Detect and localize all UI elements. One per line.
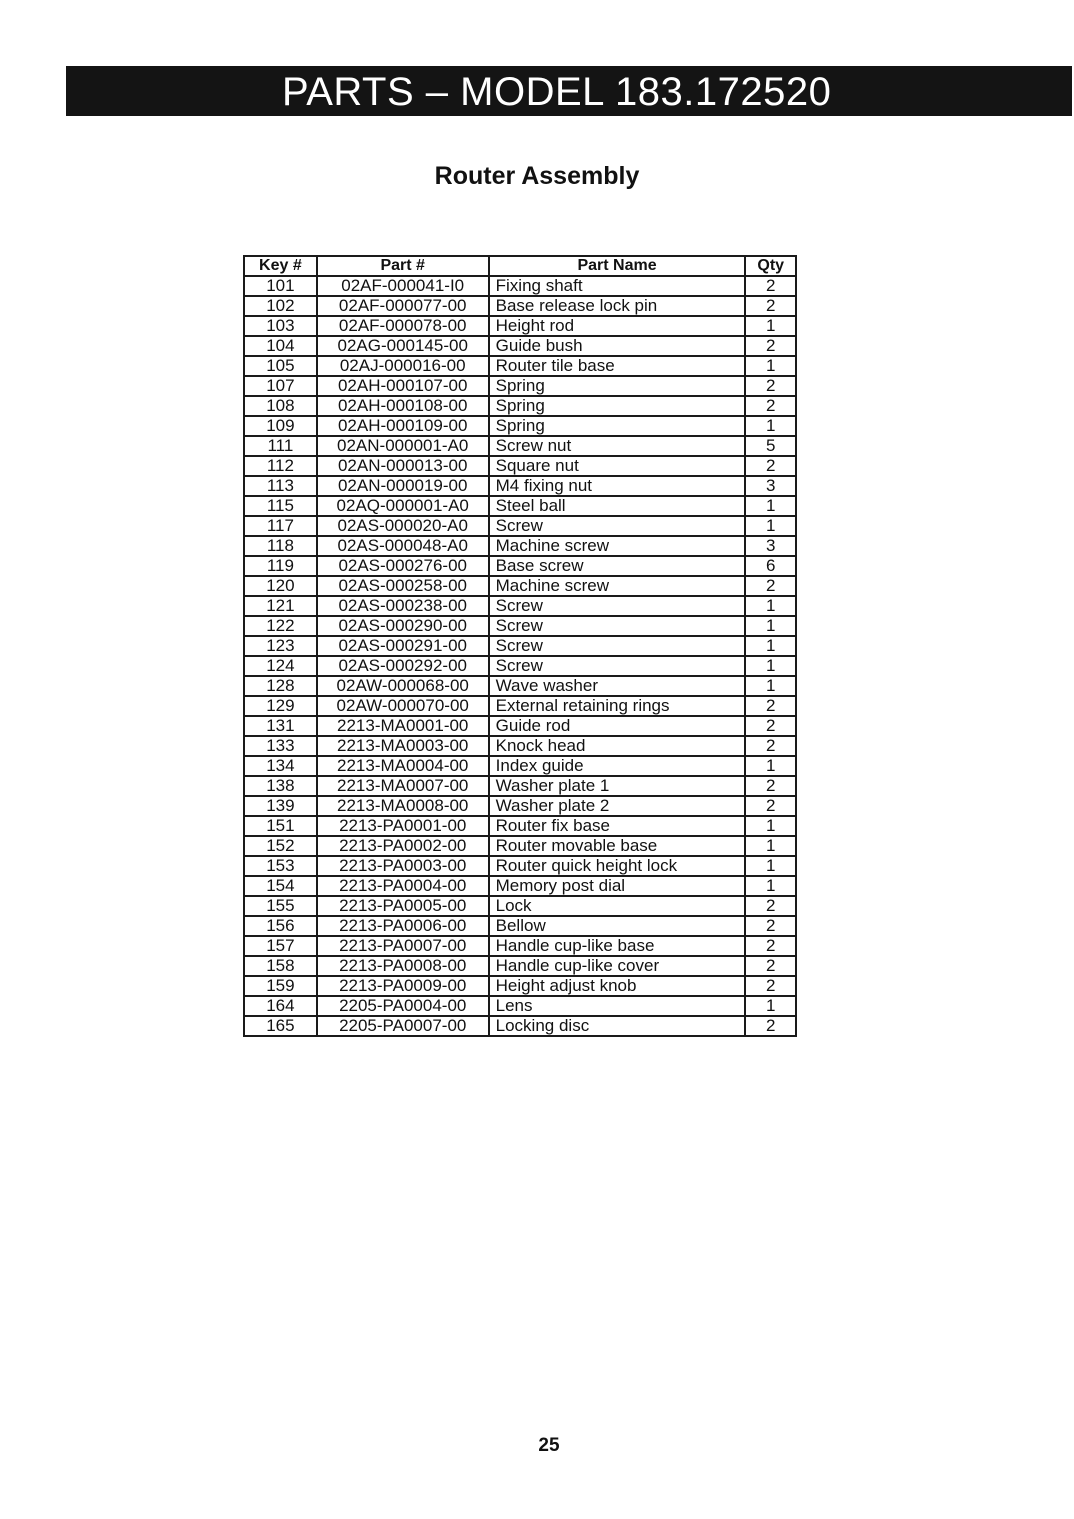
cell-qty: 1	[745, 616, 796, 636]
cell-part-number: 2213-PA0002-00	[317, 836, 489, 856]
column-header-key: Key #	[244, 256, 317, 276]
title-bar	[66, 66, 1072, 116]
cell-key: 158	[244, 956, 317, 976]
cell-qty: 5	[745, 436, 796, 456]
cell-key: 107	[244, 376, 317, 396]
cell-part-number: 2213-MA0001-00	[317, 716, 489, 736]
cell-part-number: 02AS-000258-00	[317, 576, 489, 596]
cell-key: 138	[244, 776, 317, 796]
table-row	[244, 656, 796, 676]
table-row	[244, 936, 796, 956]
cell-qty: 1	[745, 756, 796, 776]
cell-qty: 6	[745, 556, 796, 576]
cell-part-name: Spring	[489, 376, 746, 396]
cell-qty: 2	[745, 276, 796, 296]
column-header-qty: Qty	[745, 256, 796, 276]
cell-part-name: Lens	[489, 996, 746, 1016]
cell-part-name: Knock head	[489, 736, 746, 756]
cell-qty: 1	[745, 316, 796, 336]
cell-key: 101	[244, 276, 317, 296]
cell-key: 111	[244, 436, 317, 456]
section-title: Router Assembly	[434, 162, 640, 190]
cell-part-number: 02AH-000107-00	[317, 376, 489, 396]
cell-qty: 1	[745, 496, 796, 516]
cell-key: 118	[244, 536, 317, 556]
cell-key: 104	[244, 336, 317, 356]
table-row	[244, 476, 796, 496]
cell-key: 164	[244, 996, 317, 1016]
cell-key: 131	[244, 716, 317, 736]
cell-part-number: 2213-MA0003-00	[317, 736, 489, 756]
cell-key: 151	[244, 816, 317, 836]
cell-part-name: Handle cup-like cover	[489, 956, 746, 976]
cell-key: 102	[244, 296, 317, 316]
table-row	[244, 556, 796, 576]
table-row	[244, 736, 796, 756]
cell-qty: 1	[745, 816, 796, 836]
cell-key: 139	[244, 796, 317, 816]
cell-part-number: 02AG-000145-00	[317, 336, 489, 356]
cell-part-name: Steel ball	[489, 496, 746, 516]
cell-key: 108	[244, 396, 317, 416]
cell-part-number: 02AS-000276-00	[317, 556, 489, 576]
cell-part-number: 02AW-000070-00	[317, 696, 489, 716]
cell-part-number: 02AH-000109-00	[317, 416, 489, 436]
cell-qty: 2	[745, 716, 796, 736]
table-row	[244, 596, 796, 616]
cell-part-name: Bellow	[489, 916, 746, 936]
cell-key: 134	[244, 756, 317, 776]
parts-table	[243, 255, 797, 1037]
table-row	[244, 336, 796, 356]
table-row	[244, 436, 796, 456]
cell-qty: 1	[745, 996, 796, 1016]
cell-part-number: 02AS-000238-00	[317, 596, 489, 616]
cell-part-number: 2213-PA0003-00	[317, 856, 489, 876]
cell-qty: 1	[745, 656, 796, 676]
cell-part-number: 02AF-000078-00	[317, 316, 489, 336]
cell-part-number: 02AS-000020-A0	[317, 516, 489, 536]
cell-part-name: Router movable base	[489, 836, 746, 856]
column-header-part-number: Part #	[317, 256, 489, 276]
cell-part-name: Locking disc	[489, 1016, 746, 1036]
table-row	[244, 1016, 796, 1036]
cell-qty: 2	[745, 976, 796, 996]
table-row	[244, 496, 796, 516]
cell-qty: 3	[745, 536, 796, 556]
cell-part-number: 2213-PA0006-00	[317, 916, 489, 936]
table-row	[244, 396, 796, 416]
cell-qty: 2	[745, 376, 796, 396]
cell-part-name: Machine screw	[489, 576, 746, 596]
cell-qty: 2	[745, 956, 796, 976]
parts-table-body	[244, 276, 796, 1036]
table-row	[244, 756, 796, 776]
cell-key: 120	[244, 576, 317, 596]
cell-key: 154	[244, 876, 317, 896]
cell-part-name: Machine screw	[489, 536, 746, 556]
cell-part-number: 02AJ-000016-00	[317, 356, 489, 376]
table-row	[244, 956, 796, 976]
cell-qty: 1	[745, 676, 796, 696]
table-row	[244, 696, 796, 716]
cell-part-name: M4 fixing nut	[489, 476, 746, 496]
cell-part-name: Router quick height lock	[489, 856, 746, 876]
cell-part-name: Router fix base	[489, 816, 746, 836]
cell-qty: 2	[745, 776, 796, 796]
cell-qty: 2	[745, 336, 796, 356]
cell-part-name: Washer plate 2	[489, 796, 746, 816]
cell-part-number: 02AF-000041-I0	[317, 276, 489, 296]
page-title: PARTS – MODEL 183.172520	[282, 70, 832, 114]
cell-part-name: Fixing shaft	[489, 276, 746, 296]
cell-qty: 2	[745, 396, 796, 416]
cell-part-name: Washer plate 1	[489, 776, 746, 796]
cell-key: 152	[244, 836, 317, 856]
cell-part-number: 2213-MA0004-00	[317, 756, 489, 776]
cell-part-name: External retaining rings	[489, 696, 746, 716]
cell-part-number: 02AH-000108-00	[317, 396, 489, 416]
cell-key: 121	[244, 596, 317, 616]
table-row	[244, 516, 796, 536]
cell-part-name: Screw	[489, 636, 746, 656]
table-row	[244, 896, 796, 916]
cell-key: 155	[244, 896, 317, 916]
table-row	[244, 316, 796, 336]
table-row	[244, 296, 796, 316]
cell-qty: 1	[745, 356, 796, 376]
cell-part-number: 2213-MA0008-00	[317, 796, 489, 816]
cell-qty: 2	[745, 1016, 796, 1036]
cell-part-number: 2213-PA0009-00	[317, 976, 489, 996]
cell-key: 103	[244, 316, 317, 336]
cell-part-name: Square nut	[489, 456, 746, 476]
cell-part-name: Memory post dial	[489, 876, 746, 896]
cell-key: 159	[244, 976, 317, 996]
cell-key: 122	[244, 616, 317, 636]
cell-key: 119	[244, 556, 317, 576]
table-row	[244, 636, 796, 656]
cell-part-name: Lock	[489, 896, 746, 916]
cell-part-name: Guide rod	[489, 716, 746, 736]
cell-part-number: 2213-MA0007-00	[317, 776, 489, 796]
cell-key: 115	[244, 496, 317, 516]
table-row	[244, 816, 796, 836]
cell-part-name: Screw	[489, 656, 746, 676]
cell-qty: 1	[745, 836, 796, 856]
cell-qty: 2	[745, 796, 796, 816]
cell-qty: 2	[745, 916, 796, 936]
cell-qty: 1	[745, 596, 796, 616]
cell-qty: 1	[745, 416, 796, 436]
column-header-part-name: Part Name	[489, 256, 746, 276]
cell-qty: 3	[745, 476, 796, 496]
cell-key: 133	[244, 736, 317, 756]
cell-part-number: 02AS-000292-00	[317, 656, 489, 676]
cell-qty: 2	[745, 936, 796, 956]
table-row	[244, 796, 796, 816]
cell-part-name: Height rod	[489, 316, 746, 336]
cell-qty: 2	[745, 576, 796, 596]
cell-part-name: Base screw	[489, 556, 746, 576]
cell-part-number: 2213-PA0004-00	[317, 876, 489, 896]
table-header-row	[244, 256, 796, 276]
cell-part-name: Router tile base	[489, 356, 746, 376]
cell-part-number: 02AW-000068-00	[317, 676, 489, 696]
cell-qty: 1	[745, 856, 796, 876]
table-row	[244, 376, 796, 396]
cell-qty: 1	[745, 516, 796, 536]
table-row	[244, 776, 796, 796]
cell-part-number: 02AN-000019-00	[317, 476, 489, 496]
table-row	[244, 676, 796, 696]
cell-key: 124	[244, 656, 317, 676]
cell-part-number: 02AF-000077-00	[317, 296, 489, 316]
cell-part-number: 02AN-000001-A0	[317, 436, 489, 456]
table-row	[244, 616, 796, 636]
table-row	[244, 836, 796, 856]
cell-qty: 2	[745, 296, 796, 316]
cell-part-number: 2205-PA0004-00	[317, 996, 489, 1016]
cell-key: 113	[244, 476, 317, 496]
cell-qty: 2	[745, 696, 796, 716]
cell-key: 105	[244, 356, 317, 376]
cell-part-number: 2213-PA0001-00	[317, 816, 489, 836]
cell-key: 123	[244, 636, 317, 656]
table-row	[244, 416, 796, 436]
cell-part-number: 2213-PA0007-00	[317, 936, 489, 956]
cell-part-name: Screw	[489, 516, 746, 536]
table-row	[244, 876, 796, 896]
page-number: 25	[538, 1435, 560, 1456]
cell-key: 153	[244, 856, 317, 876]
cell-key: 156	[244, 916, 317, 936]
cell-part-name: Index guide	[489, 756, 746, 776]
table-row	[244, 996, 796, 1016]
cell-part-name: Guide bush	[489, 336, 746, 356]
table-row	[244, 576, 796, 596]
cell-key: 128	[244, 676, 317, 696]
cell-part-name: Base release lock pin	[489, 296, 746, 316]
cell-part-number: 2213-PA0005-00	[317, 896, 489, 916]
table-row	[244, 716, 796, 736]
table-row	[244, 536, 796, 556]
cell-part-number: 02AS-000048-A0	[317, 536, 489, 556]
cell-qty: 1	[745, 876, 796, 896]
cell-key: 157	[244, 936, 317, 956]
table-row	[244, 356, 796, 376]
cell-qty: 2	[745, 736, 796, 756]
cell-qty: 1	[745, 636, 796, 656]
cell-part-name: Spring	[489, 416, 746, 436]
cell-key: 117	[244, 516, 317, 536]
cell-part-name: Handle cup-like base	[489, 936, 746, 956]
cell-qty: 2	[745, 456, 796, 476]
table-row	[244, 856, 796, 876]
cell-key: 112	[244, 456, 317, 476]
cell-key: 109	[244, 416, 317, 436]
table-row	[244, 976, 796, 996]
cell-qty: 2	[745, 896, 796, 916]
cell-part-number: 2205-PA0007-00	[317, 1016, 489, 1036]
cell-part-name: Screw	[489, 616, 746, 636]
cell-part-name: Screw	[489, 596, 746, 616]
table-row	[244, 276, 796, 296]
cell-part-number: 02AQ-000001-A0	[317, 496, 489, 516]
cell-part-name: Screw nut	[489, 436, 746, 456]
cell-part-number: 02AN-000013-00	[317, 456, 489, 476]
cell-part-number: 02AS-000290-00	[317, 616, 489, 636]
cell-part-name: Wave washer	[489, 676, 746, 696]
cell-part-number: 2213-PA0008-00	[317, 956, 489, 976]
cell-part-name: Height adjust knob	[489, 976, 746, 996]
cell-part-number: 02AS-000291-00	[317, 636, 489, 656]
cell-key: 165	[244, 1016, 317, 1036]
table-row	[244, 916, 796, 936]
table-row	[244, 456, 796, 476]
cell-part-name: Spring	[489, 396, 746, 416]
cell-key: 129	[244, 696, 317, 716]
